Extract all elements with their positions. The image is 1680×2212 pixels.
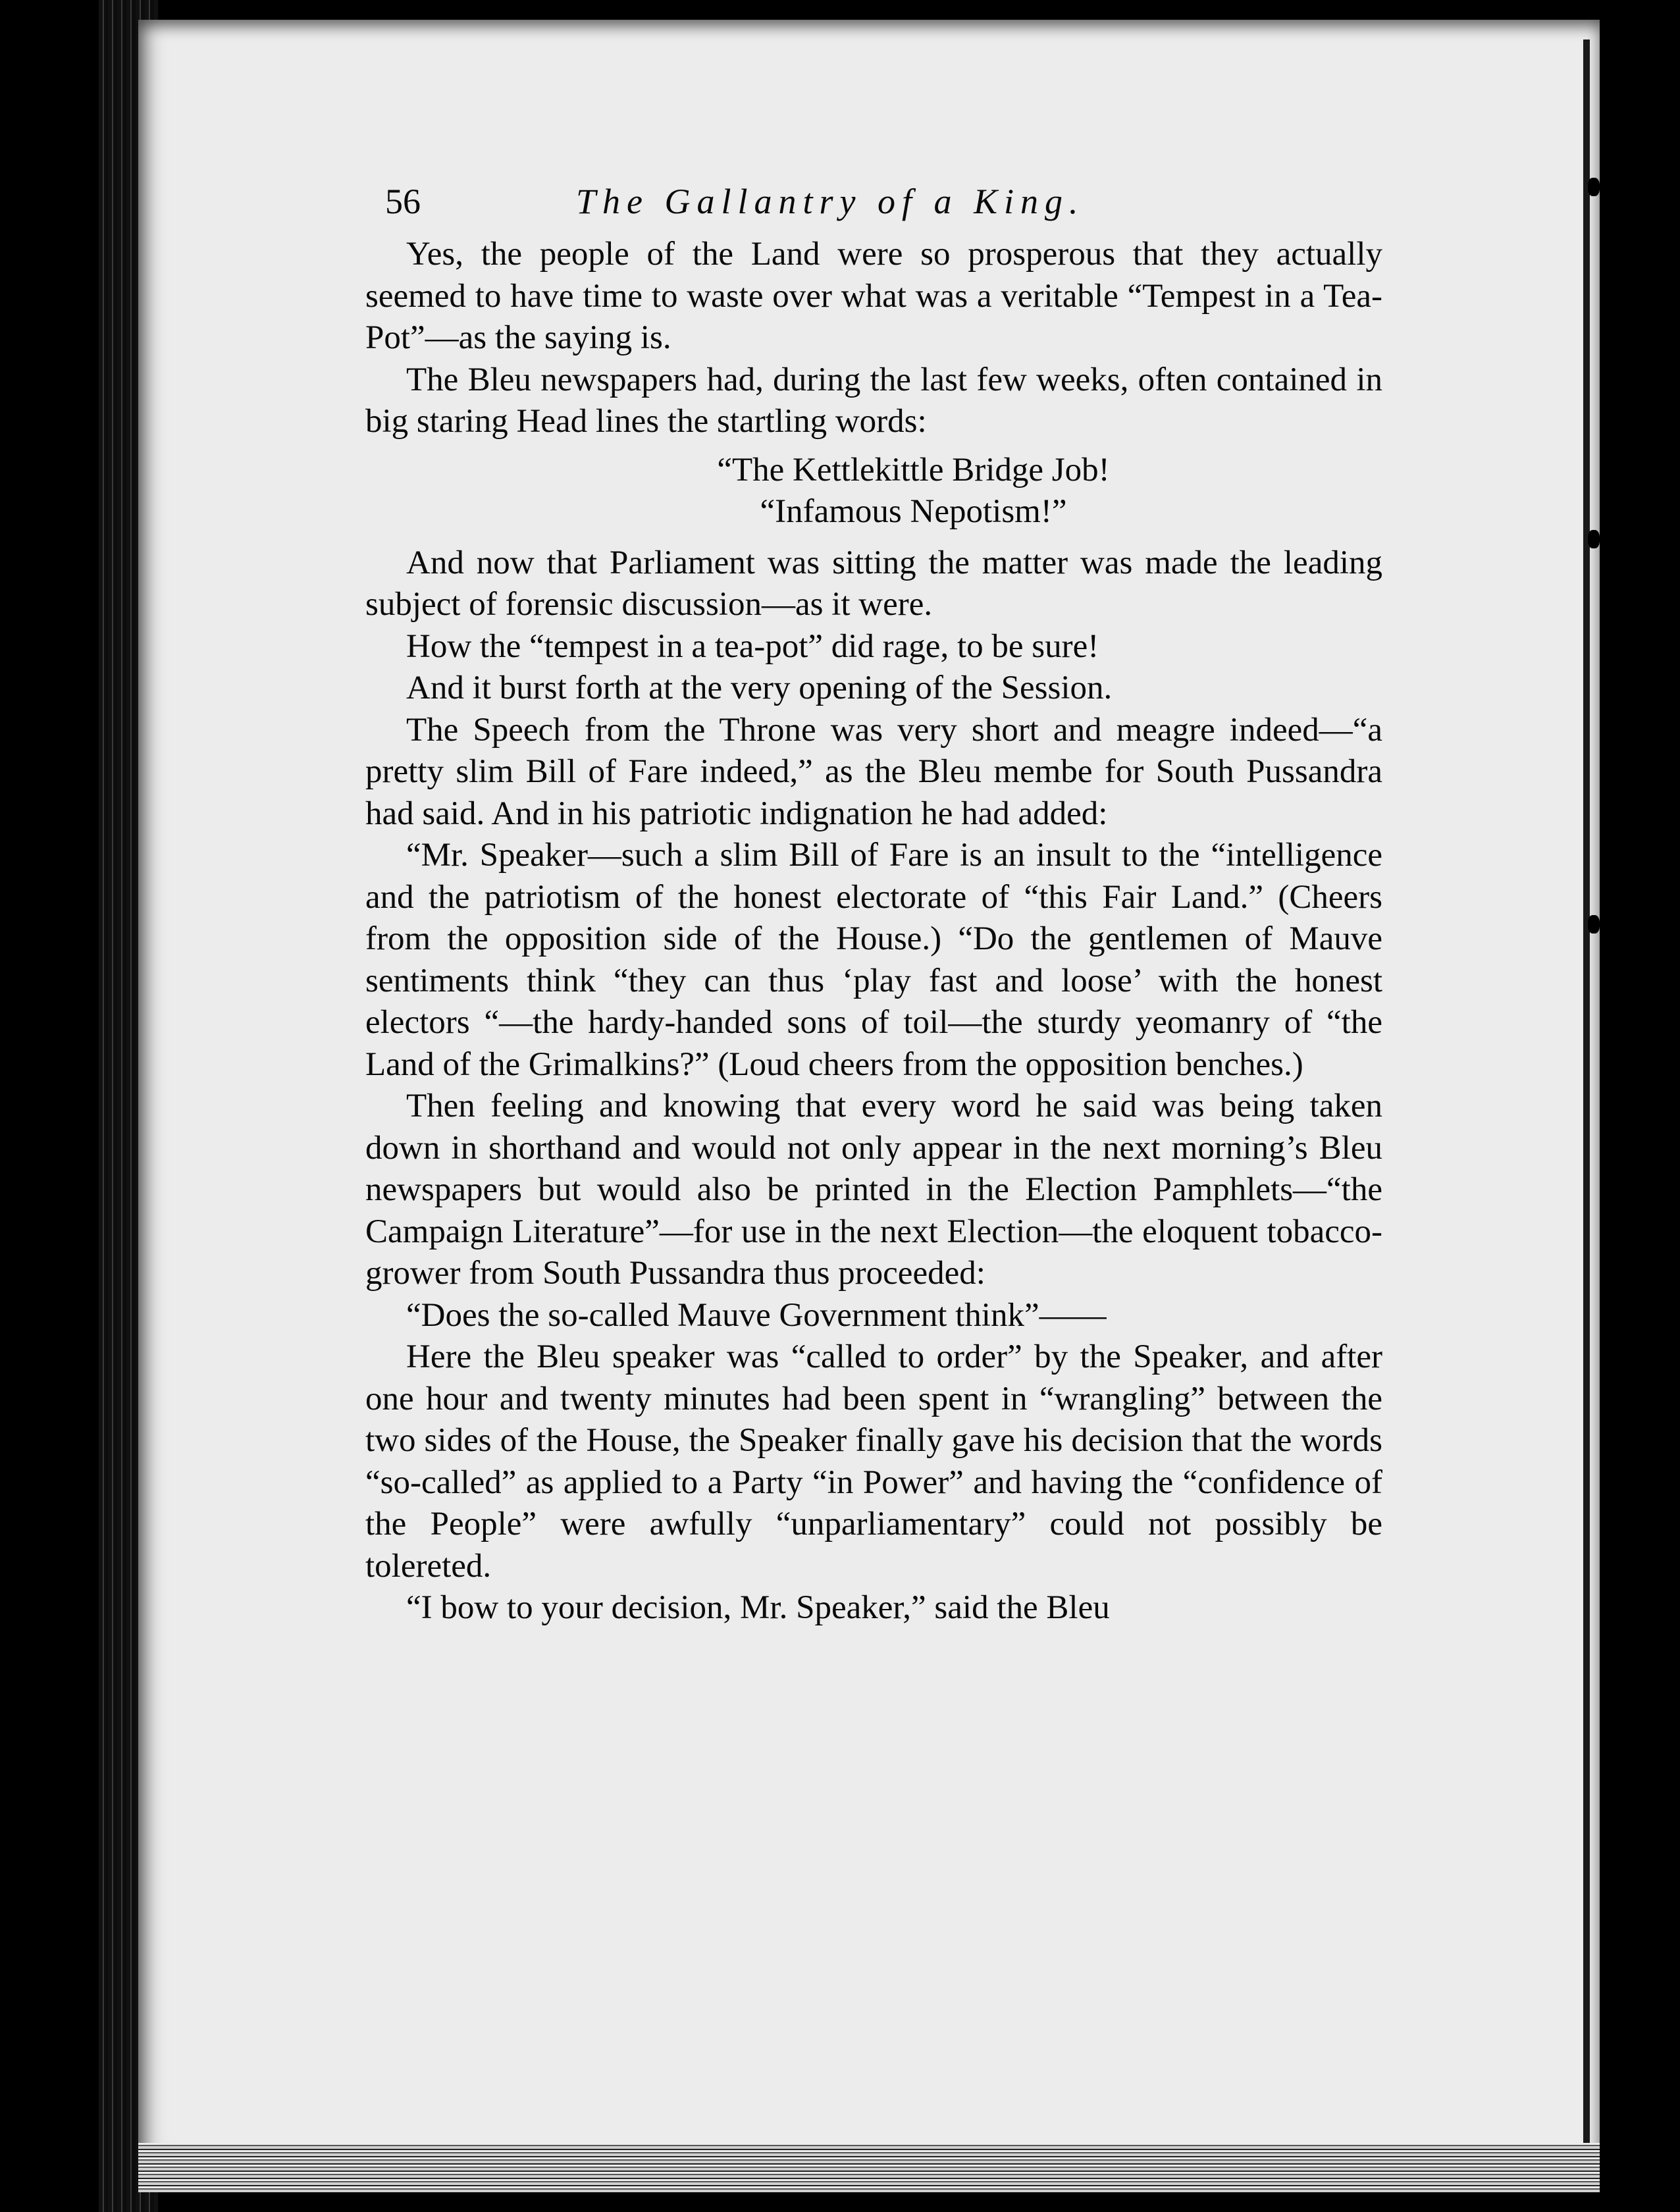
paragraph: The Speech from the Throne was very short and meagre indeed—“a pretty slim Bill of Fare indeed,” as the Bleu membe for South Pussandra had said. And in his patriotic indignation he had added: (365, 711, 1382, 832)
margin-speck (1588, 530, 1600, 548)
paragraph: “Mr. Speaker—such a slim Bill of Fare is an insult to the “intelligence and the patriotism of the honest electorate of “this Fair Land.” (Cheers from the opposition side of the House.) “Do the gentlemen of Mauve sentiments think “they can thus ‘play fast and loose’ with the honest electors “—the hardy-handed sons of toil—the sturdy yeomanry of “the Land of the Grimalkins?” (Loud cheers from the opposition benches.) (365, 837, 1382, 1083)
paragraph: How the “tempest in a tea-pot” did rage, to be sure! (406, 627, 1099, 665)
page-number: 56 (385, 182, 421, 221)
page-right-edge (1583, 40, 1590, 2172)
book-title: The Gallantry of a King. (576, 182, 1085, 221)
margin-speck (1588, 915, 1600, 934)
headline-line: “The Kettlekittle Bridge Job! (717, 451, 1110, 488)
text-column (365, 168, 1382, 1945)
running-head (365, 168, 1382, 234)
paragraph: The Bleu newspapers had, during the last few weeks, often contained in big staring Head lines the startling words: (365, 361, 1382, 440)
headline-line: “Infamous Nepotism!” (760, 493, 1067, 530)
newspaper-headlines (365, 450, 1382, 533)
paragraph: And it burst forth at the very opening of the Session. (406, 670, 1113, 706)
paragraph: Then feeling and knowing that every word he said was being taken down in shorthand and would not only appear in the next morning’s Bleu newspapers but would also be printed in the Election Pamphlets—“the Campaign Literature”—for use in the next Election—the eloquent tobacco-grower from South Pussandra thus proceeded: (365, 1088, 1382, 1292)
paragraph: Yes, the people of the Land were so prosperous that they actually seemed to have time to waste over what was a veritable “Tempest in a Tea-Pot”—as the saying is. (365, 236, 1382, 356)
paragraph: And now that Parliament was sitting the matter was made the leading subject of forensic discussion—as it were. (365, 544, 1382, 623)
margin-speck (1588, 178, 1600, 196)
paragraph: “I bow to your decision, Mr. Speaker,” said the Bleu (406, 1589, 1110, 1626)
page-stack-bottom-edge (138, 2143, 1600, 2192)
paragraph: Here the Bleu speaker was “called to order” by the Speaker, and after one hour and twenty minutes had been spent in “wrangling” between the two sides of the House, the Speaker finally gave his decision that the words “so-called” as applied to a Party “in Power” and having the “confidence of the People” were awfully “unparliamentary” could not possibly be tolereted. (365, 1338, 1382, 1585)
paragraph: “Does the so-called Mauve Government think”—— (406, 1296, 1107, 1334)
